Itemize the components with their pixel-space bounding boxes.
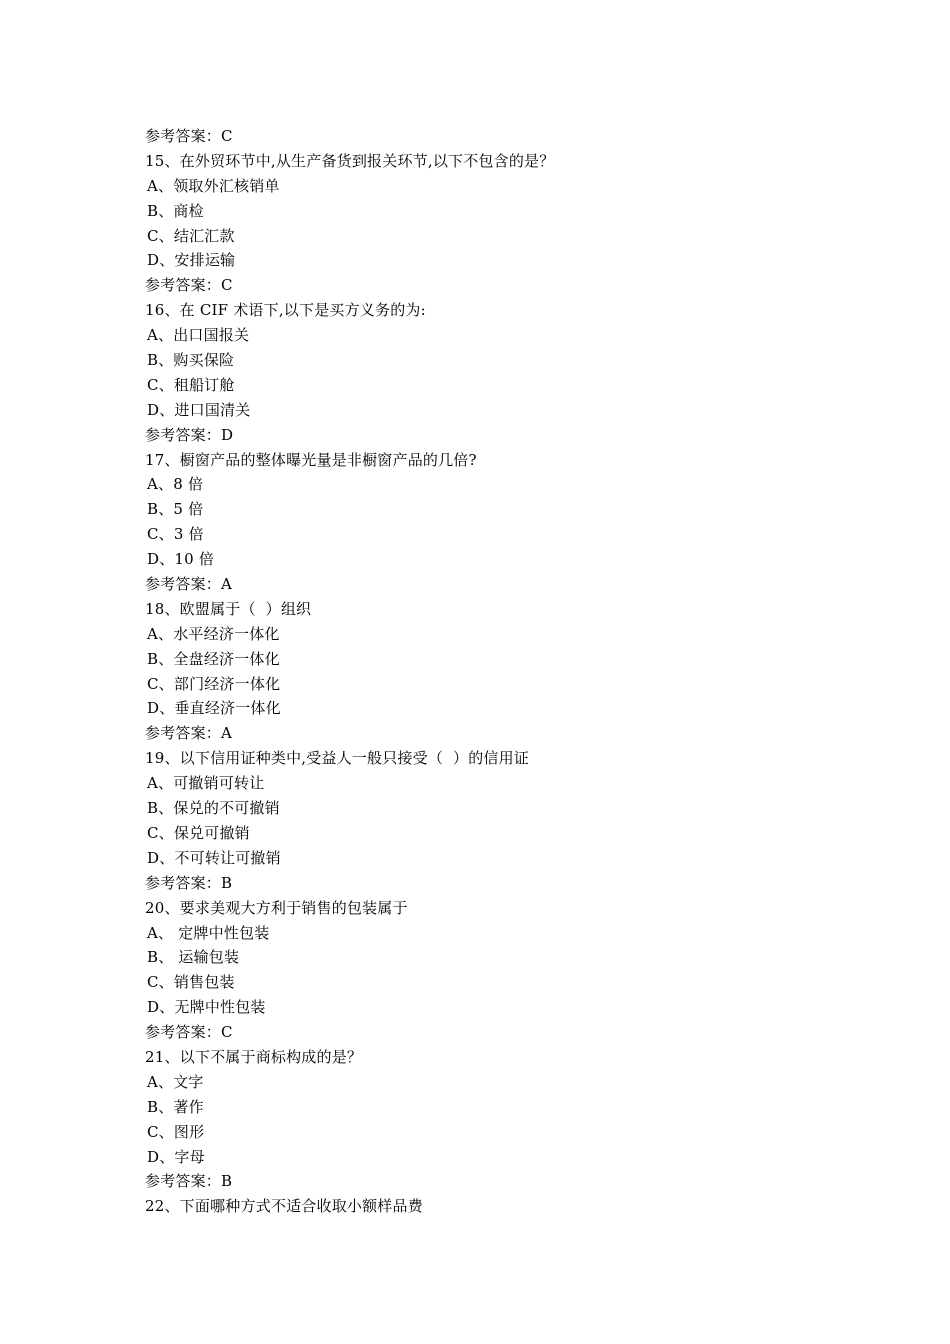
option-line: A、 定牌中性包装 [147, 923, 270, 942]
option-line: B、商检 [147, 201, 204, 220]
option-line: C、图形 [147, 1122, 205, 1141]
option-line: B、著作 [147, 1097, 204, 1116]
option-line: D、不可转让可撤销 [147, 848, 281, 867]
option-line: D、进口国清关 [147, 400, 251, 419]
question-line: 17、橱窗产品的整体曝光量是非橱窗产品的几倍? [145, 450, 477, 469]
option-line: D、无牌中性包装 [147, 998, 266, 1017]
answer-line: 参考答案：C [145, 127, 233, 145]
option-line: B、保兑的不可撤销 [147, 799, 280, 818]
option-line: B、购买保险 [147, 351, 235, 370]
option-line: B、5 倍 [147, 500, 204, 519]
option-line: C、保兑可撤销 [147, 823, 250, 842]
question-line: 15、在外贸环节中,从生产备货到报关环节,以下不包含的是？ [145, 151, 555, 170]
option-line: A、水平经济一体化 [147, 624, 280, 643]
answer-line: 参考答案：C [145, 276, 233, 295]
answer-line: 参考答案：A [145, 575, 233, 594]
question-line: 18、欧盟属于（ ）组织 [145, 599, 312, 618]
answer-line: 参考答案：B [145, 873, 233, 892]
answer-line: 参考答案：C [145, 1023, 233, 1042]
option-line: A、领取外汇核销单 [147, 176, 280, 195]
option-line: C、3 倍 [147, 525, 204, 544]
option-line: D、安排运输 [147, 251, 236, 270]
question-line: 21、以下不属于商标构成的是？ [145, 1047, 363, 1066]
question-line: 22、下面哪种方式不适合收取小额样品费 [145, 1197, 423, 1216]
question-line: 19、以下信用证种类中,受益人一般只接受（ ）的信用证 [145, 749, 529, 768]
answer-line: 参考答案：B [145, 1172, 233, 1191]
option-line: D、10 倍 [147, 550, 215, 569]
answer-line: 参考答案：A [145, 724, 233, 743]
option-line: A、可撤销可转让 [147, 774, 265, 793]
option-line: B、 运输包装 [147, 948, 240, 967]
option-line: B、全盘经济一体化 [147, 649, 280, 668]
option-line: D、字母 [147, 1147, 205, 1166]
answer-line: 参考答案：D [145, 425, 234, 444]
option-line: C、租船订舱 [147, 375, 235, 394]
option-line: C、部门经济一体化 [147, 674, 281, 693]
option-line: C、结汇汇款 [147, 226, 235, 245]
question-line: 16、在 CIF 术语下,以下是买方义务的为: [145, 301, 426, 320]
option-line: A、文字 [147, 1072, 204, 1091]
question-line: 20、要求美观大方利于销售的包装属于 [145, 898, 408, 917]
option-line: A、8 倍 [147, 475, 204, 494]
option-line: A、出口国报关 [147, 326, 250, 345]
option-line: D、垂直经济一体化 [147, 699, 281, 718]
question-list [145, 124, 845, 1219]
option-line: C、销售包装 [147, 973, 235, 992]
